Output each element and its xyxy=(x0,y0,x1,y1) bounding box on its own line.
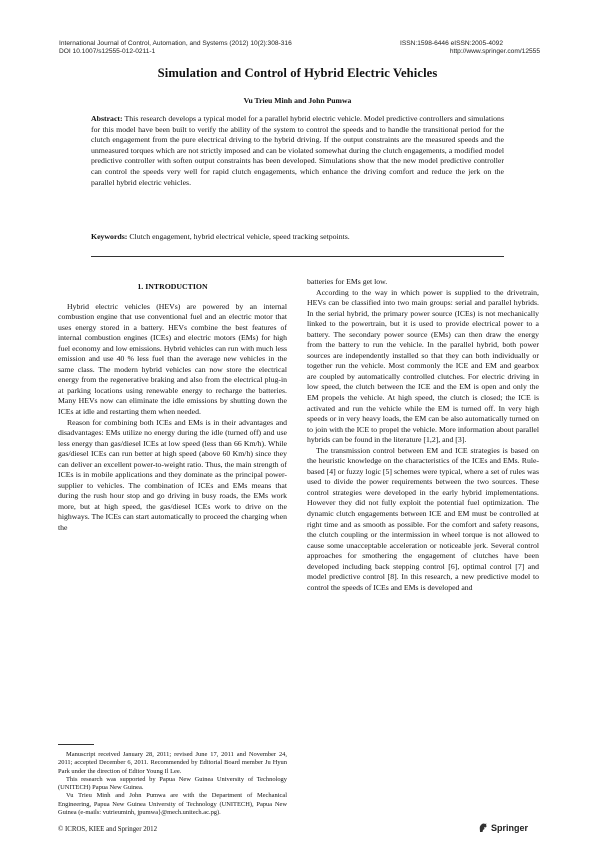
body-paragraph: The transmission control between EM and ICE strategies is based on the heuristic knowledge on the characteristics of the ICEs and EMs. Rule-based [4] or fuzzy logic [5] schemes were typical, where a set of rules was used to divide the power requirements between the two sources. These control strategies were developed in the early hybrid implementations. However they did not fully exploit the potential fuel optimization. The dynamic clutch engagements between ICE and EM must be controlled at right time and as smooth as possible. For the comfort and safety reasons, the clutch coupling or the intermission in wheel torque is not allowed to cause some unacceptable acceleration or noticeable jerk. Several control approaches for smothering the engagement of clutches have been developed including back stepping control [6], optimal control [7] and model predictive control [8]. In this research, a new predictive model to control the speeds of ICEs and EMs is developed and xyxy=(307,445,539,592)
issn: ISSN:1598-6446 eISSN:2005-4092 xyxy=(400,40,504,47)
keywords-label: Keywords: xyxy=(91,232,128,241)
right-column xyxy=(307,277,539,593)
footnotes xyxy=(58,751,287,817)
body-paragraph: batteries for EMs get low. xyxy=(307,277,388,286)
footnote-support: This research was supported by Papua New Guinea University of Technology (UNITECH) Papua New Guinea. xyxy=(58,775,287,792)
doi: DOI 10.1007/s12555-012-0211-1 xyxy=(59,48,156,56)
keywords xyxy=(91,232,504,242)
abstract-text: This research develops a typical model for a parallel hybrid electric vehicle. Model predictive controllers and simulations for this model have been built to verify the ability of the system to control the speeds and to handle the transitional period for the clutch engagement from the pure electrical driving to the hybrid driving. If the output constraints are the measured speeds and the unmeasured torques which are not strictly imposed and can be violated somewhat during the clutch engagements, a modified model predictive controller with soften output constraints has been developed. Simulations show that the new model predictive controller can control the speeds very well for rapid clutch engagements, which enhance the driving comfort and reduce the jerk on the parallel hybrid electric vehicles. xyxy=(91,114,504,187)
paper-title: Simulation and Control of Hybrid Electric Vehicles xyxy=(157,66,438,80)
footnote-received: Manuscript received January 28, 2011; revised June 17, 2011 and November 24, 2011; accepted December 6, 2011. Recommended by Editorial Board member Ju Hyun Park under the direction of Editor Young Il Lee. xyxy=(58,751,287,775)
keywords-text: Clutch engagement, hybrid electrical vehicle, speed tracking setpoints. xyxy=(127,232,350,241)
issn-header xyxy=(400,40,540,56)
left-column xyxy=(58,277,287,534)
publisher-logo xyxy=(478,822,528,833)
authors: Vu Trieu Minh and John Pumwa xyxy=(243,96,352,105)
footnote-divider xyxy=(58,744,94,745)
section-divider xyxy=(91,256,504,257)
publisher-name: Springer xyxy=(491,822,529,833)
journal-header xyxy=(59,40,292,56)
journal-url[interactable]: http://www.springer.com/12555 xyxy=(449,48,540,56)
section-heading: 1. INTRODUCTION xyxy=(137,282,208,291)
abstract xyxy=(91,114,504,188)
body-paragraph: According to the way in which power is supplied to the drivetrain, HEVs can be classified into two main groups: serial and parallel hybrids. In the serial hybrid, the primary power source (ICEs) is not mechanically linked to the powertrain, but it is used to provide electrical power to a battery. The secondary power source (EMs) can then draw the energy from the battery to run the vehicle. In the parallel hybrid, both power sources are independently installed so that they can both individually or together run the vehicle. Most commonly the ICE and EM and gearbox are coupled by automatically controlled clutches. For electric driving in low speed, the clutch between the ICE and the EM is open and only the EM propels the vehicle. At high speed, the clutch is closed; the ICE is activated and run the vehicle while the EM is turned off. In very high speeds or in very heavy loads, the EM can be also automatically turned on to join with the ICE to propel the vehicle. More information about parallel hybrids can be found in the literature [1,2], and [3]. xyxy=(307,287,539,445)
intro-paragraph: Hybrid electric vehicles (HEVs) are powered by an internal combustion engine that use conventional fuel and an electric motor that uses energy stored in a battery. HEVs combine the best features of internal combustion engines (ICEs) and electric motors (EMs) for high fuel economy and low emissions. Hybrid vehicles can run with much less emission and use 40 % less fuel than the average new vehicles in the same class. The modern hybrid vehicles can now store the electrical energy from the regenerative braking and also from the electrical plug-in at parking locations using renewable energy to recharge the batteries. Many HEVs now can eliminate the idle emissions by shutting down the ICEs at idle and restarting them when needed. xyxy=(58,301,287,417)
abstract-label: Abstract: xyxy=(91,114,123,123)
copyright: © ICROS, KIEE and Springer 2012 xyxy=(58,826,158,833)
journal-citation: International Journal of Control, Automation, and Systems (2012) 10(2):308-316 xyxy=(59,40,292,47)
footnote-affiliation: Vu Trieu Minh and John Pumwa are with the Department of Mechanical Engineering, Papua New Guinea University of Technology (UNITECH), Papua New Guinea (e-mails: vutrieuminh, jpumwa}@mech.unitech.ac.pg). xyxy=(58,792,287,817)
springer-horse-icon xyxy=(478,822,488,833)
intro-paragraph: Reason for combining both ICEs and EMs is in their advantages and disadvantages: EMs utilize no energy during the idle (turned off) and use less energy than gas/diesel ICEs at low speed (less than 66 Km/h). While gas/diesel ICEs can run better at high speed (above 60 Km/h) since they can deliver an excellent power-to-weight ratio. Thus, the main strength of ICEs is in mobile applications and they dominate as the principal power-supplier to vehicles. The combination of ICEs and EMs means that during the rush hour stop and go driving in busy roads, the EMs work more, but at high speed, the gas/diesel ICEs work to drive on the highways. The ICEs can start automatically to proceed the charging when the xyxy=(58,417,287,533)
